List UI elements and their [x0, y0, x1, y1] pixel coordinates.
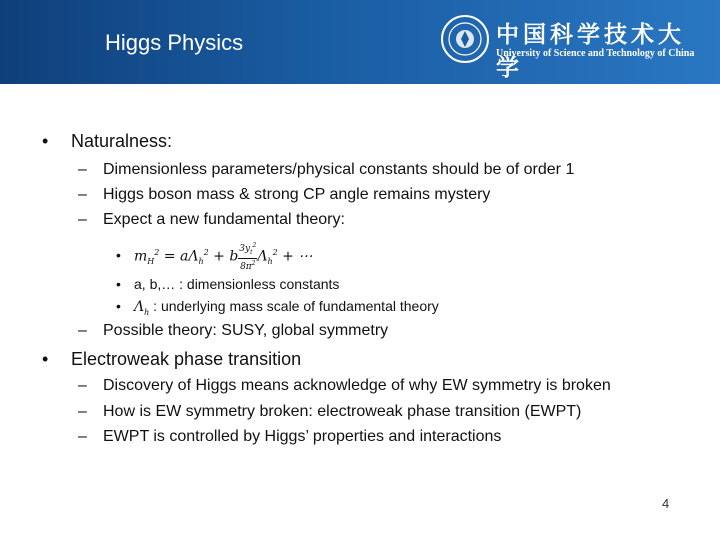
higgs-mass-formula: $m_H^2 = a\Lambda_h^2 + b$ $\frac{3y_t^2}{8\pi^2}$ $\Lambda_h^2$ + ⋯ [134, 242, 313, 272]
lambda-symbol: $\Lambda_h$ [134, 299, 150, 317]
dash-mark: – [78, 322, 87, 339]
page-number: 4 [662, 496, 670, 511]
dash-mark: – [78, 428, 87, 445]
bullet-mark: • [116, 276, 121, 292]
sub-bullet-text: Higgs boson mass & strong CP angle remains mystery [103, 186, 491, 203]
bullet-mark: • [42, 349, 49, 369]
bullet-text: Naturalness: [71, 131, 173, 151]
bullet-mark: • [116, 298, 121, 314]
dash-mark: – [78, 186, 87, 203]
university-name-en: University of Science and Technology of China [496, 48, 695, 59]
dash-mark: – [78, 403, 87, 420]
university-logo [440, 14, 710, 81]
slide-title: Higgs Physics [105, 30, 244, 55]
university-name-cn: 中国科学技术大学 [496, 21, 685, 81]
university-seal-icon [440, 14, 490, 64]
dash-mark: – [78, 377, 87, 394]
sub-bullet-text: How is EW symmetry broken: electroweak phase transition (EWPT) [103, 403, 582, 420]
bullet-mark: • [116, 247, 121, 263]
sub-sub-bullet-text: : underlying mass scale of fundamental theory [153, 298, 439, 314]
sub-sub-bullet-text: a, b,… : dimensionless constants [134, 276, 340, 292]
sub-bullet-text: EWPT is controlled by Higgs’ properties and interactions [103, 428, 502, 445]
sub-bullet-text: Discovery of Higgs means acknowledge of why EW symmetry is broken [103, 377, 611, 394]
bullet-mark: • [42, 131, 49, 151]
header-banner [0, 0, 720, 84]
sub-bullet-text: Expect a new fundamental theory: [103, 211, 345, 228]
bullet-text: Electroweak phase transition [71, 349, 302, 369]
sub-bullet-text: Possible theory: SUSY, global symmetry [103, 322, 389, 339]
dash-mark: – [78, 211, 87, 228]
dash-mark: – [78, 161, 87, 178]
formula-fraction: $\frac{3y_t^2}{8\pi^2}$ [239, 242, 257, 272]
lambda-definition [134, 298, 439, 317]
sub-bullet-text: Dimensionless parameters/physical constants should be of order 1 [103, 161, 575, 178]
